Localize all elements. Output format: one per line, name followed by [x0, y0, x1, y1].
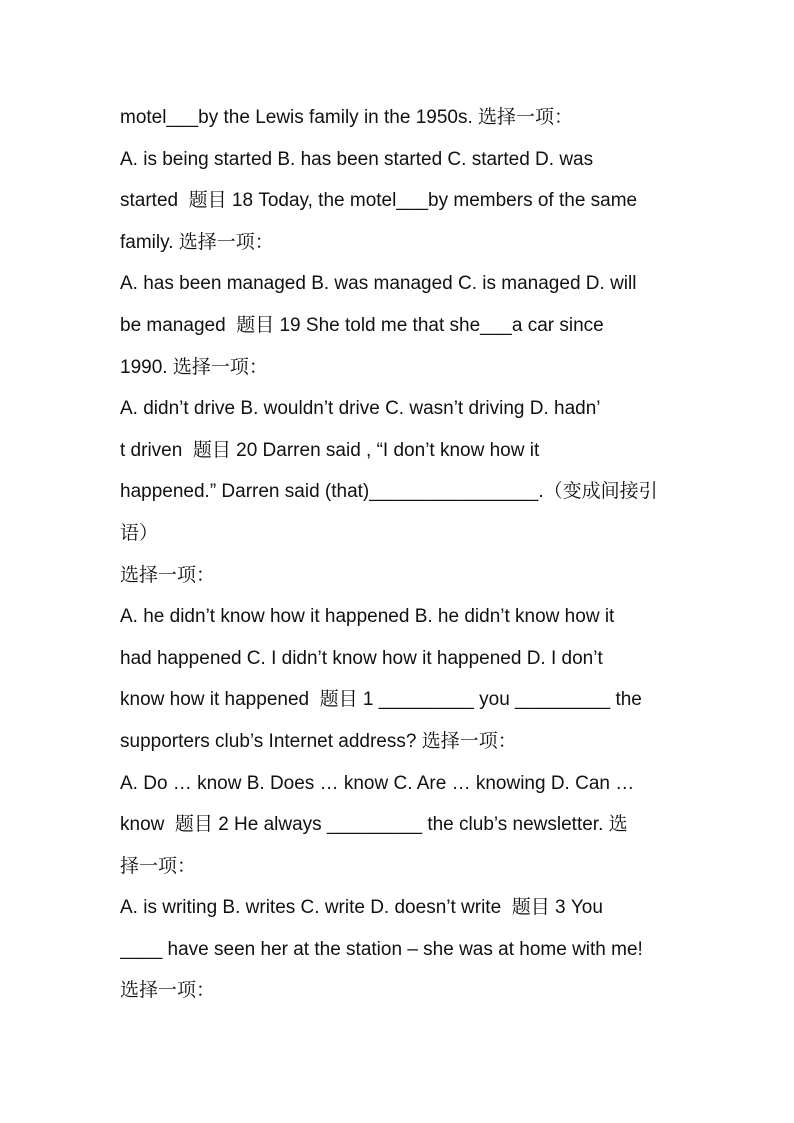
text-line: had happened C. I didn’t know how it happened D. I don’t — [120, 647, 603, 669]
text-line: 择一项： — [120, 855, 197, 877]
text-line: 语） — [120, 522, 159, 544]
text-line: A. is being started B. has been started C. started D. was — [120, 148, 594, 170]
text-line: know how it happened 题目 1 _________ you _________ the — [120, 689, 642, 711]
text-line: happened.” Darren said (that)________________.（变成间接引 — [120, 481, 658, 503]
text-line: A. has been managed B. was managed C. is managed D. will — [120, 273, 637, 295]
text-line: be managed 题目 19 She told me that she___a car since — [120, 314, 604, 336]
text-line: motel___by the Lewis family in the 1950s. 选择一项： — [120, 107, 574, 128]
text-line: 选择一项： — [120, 564, 216, 586]
text-line: ____ have seen her at the station – she was at home with me! — [120, 938, 643, 960]
text-line: 选择一项： — [120, 980, 216, 1002]
text-line: started 题目 18 Today, the motel___by members of the same — [120, 190, 638, 212]
text-line: family. 选择一项： — [120, 231, 274, 253]
text-line: A. didn’t drive B. wouldn’t drive C. wasn’t driving D. hadn’ — [120, 398, 601, 420]
text-line: t driven 题目 20 Darren said , “I don’t know how it — [120, 439, 540, 461]
text-line: 1990. 选择一项： — [120, 356, 268, 378]
text-line: A. he didn’t know how it happened B. he didn’t know how it — [120, 606, 615, 628]
text-line: A. is writing B. writes C. write D. doesn’t write 题目 3 You — [120, 897, 603, 919]
text-line: supporters club’s Internet address? 选择一项： — [120, 730, 517, 752]
question-text-block — [120, 97, 680, 1012]
text-line: know 题目 2 He always _________ the club’s newsletter. 选 — [120, 814, 628, 836]
text-line: A. Do … know B. Does … know C. Are … knowing D. Can … — [120, 772, 635, 794]
